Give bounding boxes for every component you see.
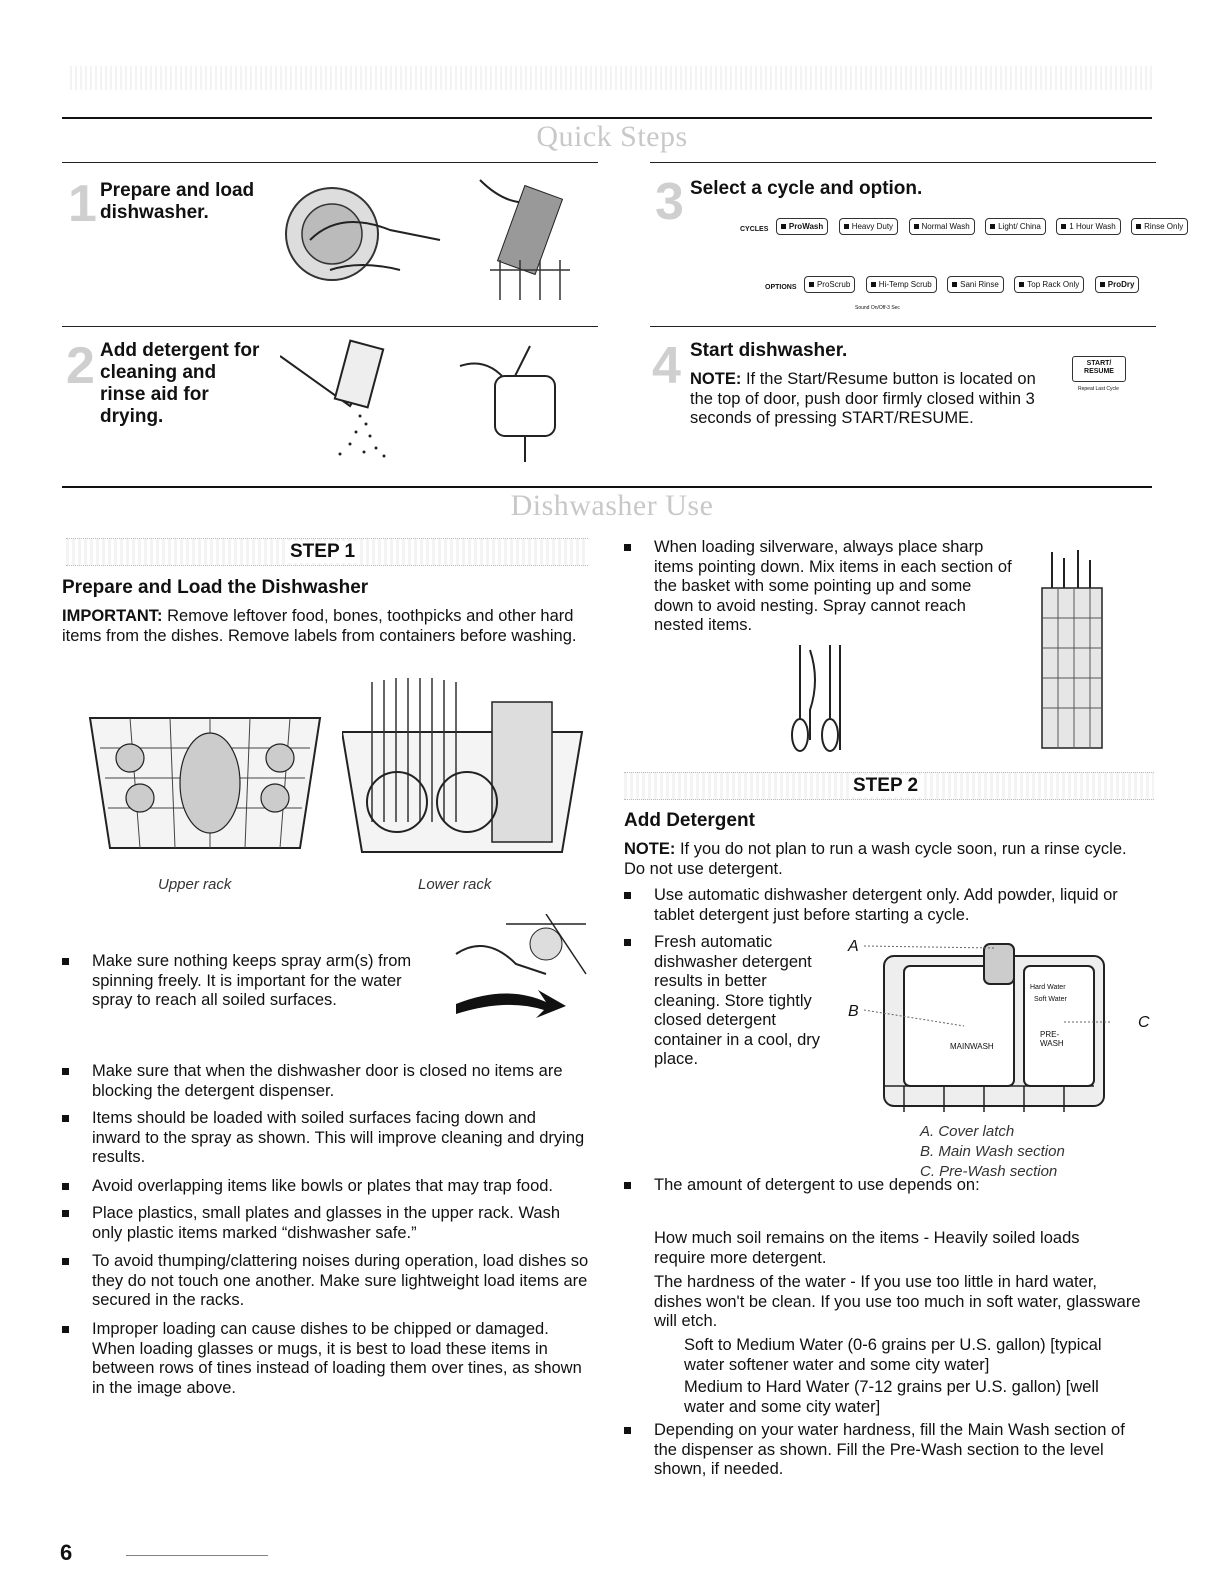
dispenser-caption-c: C. Pre-Wash section [920,1163,1058,1180]
spray-arm-illustration [446,914,590,1026]
options-label: OPTIONS [765,284,797,291]
start-resume-button[interactable] [1072,356,1126,382]
label-c: C [1138,1014,1150,1031]
quick-step-4-number: 4 [652,337,681,395]
important-text: Remove leftover food, bones, toothpicks and other hard items from the dishes. Remove labels from containers before washing. [62,607,577,645]
quick-step-3-number: 3 [655,173,684,231]
lower-rack-caption: Lower rack [418,876,492,893]
dispenser-illustration [844,936,1110,1116]
option-button-hi-temp-scrub[interactable]: Hi-Temp Scrub [866,276,937,293]
label-a: A [848,938,859,955]
detergent-pour-illustration [280,336,570,464]
quick-step-1-title: Prepare and load dishwasher. [100,180,255,223]
cycle-button-rinse-only[interactable]: Rinse Only [1131,218,1188,235]
step-2-banner [624,772,1154,800]
step-2-note-text: If you do not plan to run a wash cycle soon, run a rinse cycle. Do not use detergent. [624,840,1127,878]
silverware-illustration [780,640,860,755]
quick-step-2-number: 2 [66,337,95,395]
cycle-button-heavy-duty[interactable]: Heavy Duty [839,218,898,235]
important-label: IMPORTANT: [62,607,163,625]
step-1-important [62,607,592,646]
silverware-basket-illustration [1038,548,1106,752]
options-panel [765,276,1135,294]
option-button-sani-rinse[interactable]: Sani Rinse [947,276,1004,293]
upper-rack-caption: Upper rack [158,876,232,893]
footer-line [126,1555,268,1556]
quick-steps-subrule-left [62,162,598,163]
soft-medium-water: Soft to Medium Water (0-6 grains per U.S. gallon) [typical water softener water and some city water] [684,1336,1102,1374]
step-1-label: STEP 1 [286,541,359,563]
note-text: If the Start/Resume button is located on the top of door, push door firmly closed within 3 seconds of pressing START/RESUME. [690,370,1036,427]
quick-steps-midrule-left [62,326,598,327]
step-2-heading: Add Detergent [624,810,755,831]
option-button-top-rack-only[interactable]: Top Rack Only [1014,276,1084,293]
quick-step-1-number: 1 [68,175,97,233]
option-button-prodry[interactable]: ProDry [1095,276,1140,293]
cycle-button-normal-wash[interactable]: Normal Wash [909,218,975,235]
cycles-label: CYCLES [740,226,769,233]
dishwasher-use-title: Dishwasher Use [510,489,714,522]
options-sound-note: Sound On/Off-3 Sec [855,305,900,311]
medium-hard-water: Medium to Hard Water (7-12 grains per U.S. gallon) [well water and some city water] [684,1378,1099,1416]
start-resume-label: START/ RESUME [1084,360,1114,375]
cycles-panel [740,218,1184,236]
step-1-heading: Prepare and Load the Dishwasher [62,577,369,598]
lower-rack-illustration [342,672,592,868]
quick-steps-subrule-right [650,162,1156,163]
dispenser-hard-label: Hard Water [1030,984,1066,991]
cycle-button-prowash[interactable]: ProWash [776,218,828,235]
quick-steps-title: Quick Steps [536,120,688,153]
quick-step-4-note [690,370,1060,429]
step-2-note-label: NOTE: [624,840,676,858]
step-2-label: STEP 2 [849,775,922,797]
amount-soil: How much soil remains on the items - Heavily soiled loads require more detergent. [654,1229,1080,1267]
quick-steps-top-rule [62,117,1152,119]
page-number: 6 [60,1540,73,1565]
dispenser-main-label: MAINWASH [950,1042,994,1051]
cycle-button-1-hour-wash[interactable]: 1 Hour Wash [1056,218,1120,235]
header-strip [70,66,1152,90]
quick-step-3-title: Select a cycle and option. [690,178,923,199]
quick-step-4-title: Start dishwasher. [690,340,848,361]
step-1-banner [66,538,588,566]
quick-steps-midrule-right [650,326,1156,327]
quick-step-2-title: Add detergent for cleaning and rinse aid for drying. [100,340,260,427]
dispenser-soft-label: Soft Water [1034,996,1067,1003]
note-label: NOTE: [690,370,742,388]
plate-rinse-illustration [270,170,580,310]
dispenser-pre-label: PRE-WASH [1040,1030,1064,1048]
step-2-note [624,840,1144,879]
option-button-proscrub[interactable]: ProScrub [804,276,855,293]
dispenser-caption-a: A. Cover latch [920,1123,1015,1140]
amount-hardness: The hardness of the water - If you use too little in hard water, dishes won't be clean. If you use too much in soft water, glassware will etch. [654,1273,1141,1330]
dishwasher-use-rule [62,486,1152,488]
upper-rack-illustration [70,688,340,868]
start-resume-sublabel: Repeat Last Cycle [1078,386,1119,392]
label-b: B [848,1003,859,1020]
dispenser-caption-b: B. Main Wash section [920,1143,1065,1160]
cycle-button-light-china[interactable]: Light/ China [985,218,1046,235]
